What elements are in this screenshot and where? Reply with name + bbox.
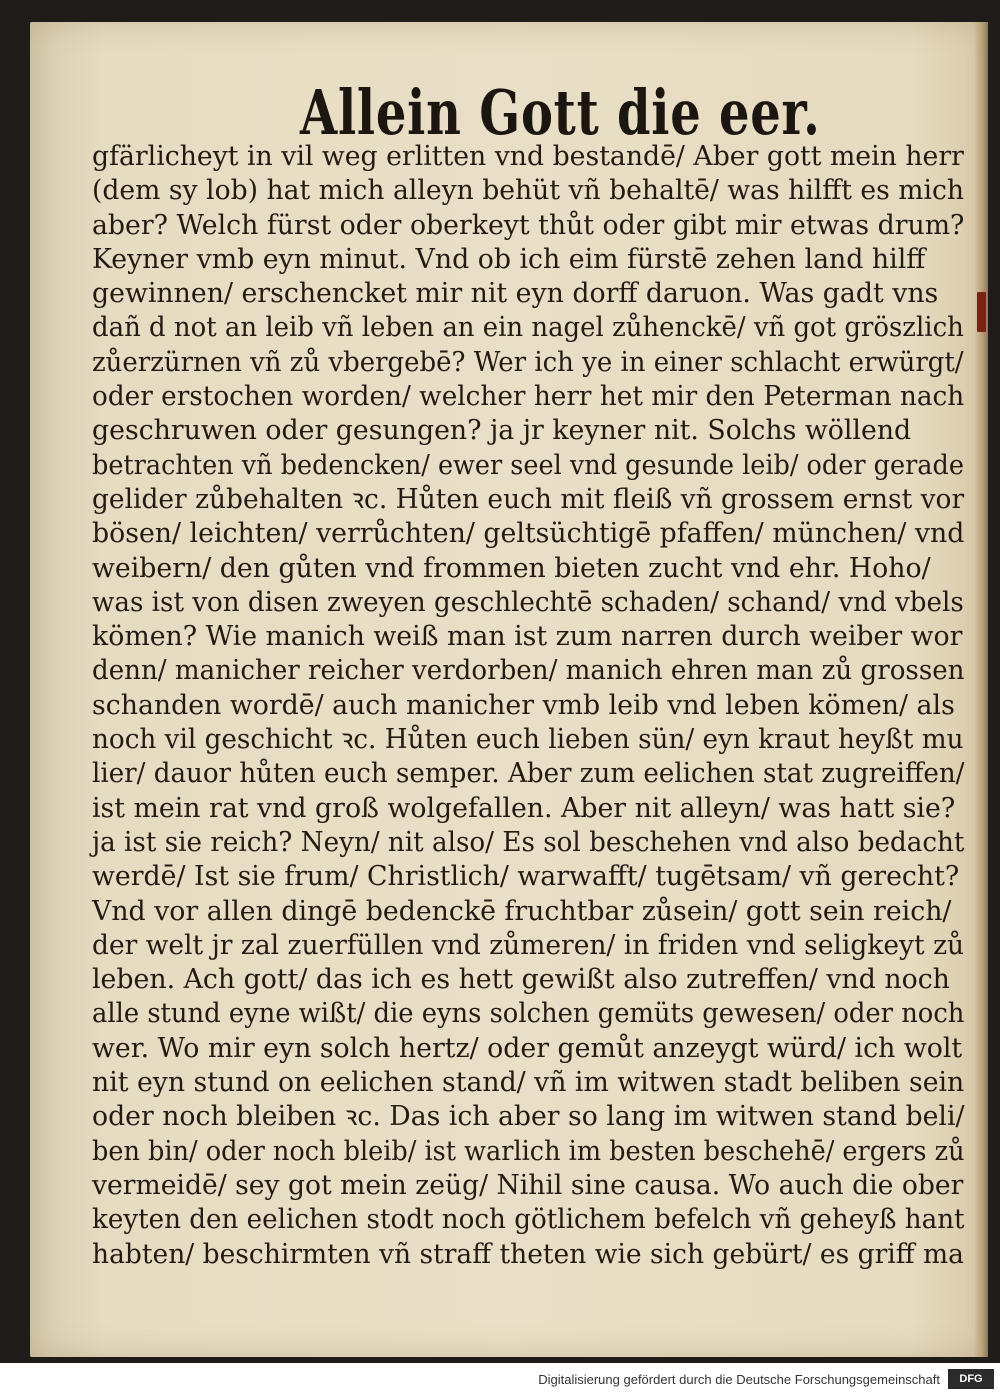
- text-line: wer. Wo mir eyn solch hertz/ oder gemůt anzeygt würd/ ich wolt: [92, 1032, 963, 1064]
- text-line: oder noch bleiben ꝛc. Das ich aber so lang im witwen stand beli/: [92, 1101, 965, 1133]
- text-line: geschruwen oder gesungen? ja jr keyner nit. Solchs wöllend: [92, 415, 912, 447]
- text-line: vermeidē/ sey got mein zeüg/ Nihil sine causa. Wo auch die ober: [92, 1169, 964, 1201]
- text-line: schanden wordē/ auch manicher vmb leib vnd leben kömen/ als: [92, 689, 955, 721]
- text-line: noch vil geschicht ꝛc. Hůten euch lieben sün/ eyn kraut heyßt mu: [92, 724, 964, 756]
- text-line: keyten den eelichen stodt noch götlichem befelch vñ geheyß hant: [92, 1204, 965, 1236]
- footer-bar: [0, 1363, 1000, 1395]
- text-line: aber? Welch fürst oder oberkeyt thůt oder gibt mir etwas drum?: [92, 209, 965, 241]
- text-line: werdē/ Ist sie frum/ Christlich/ warwafft/ tugētsam/ vñ gerecht?: [92, 861, 960, 893]
- text-line: (dem sy lob) hat mich alleyn behüt vñ behaltē/ was hilfft es mich: [92, 175, 965, 207]
- text-line: leben. Ach gott/ das ich es hett gewißt also zutreffen/ vnd noch: [92, 964, 950, 996]
- text-line: oder erstochen worden/ welcher herr het mir den Peterman nach: [92, 381, 965, 413]
- footer-credit: Digitalisierung gefördert durch die Deutsche Forschungsgemeinschaft: [538, 1372, 940, 1387]
- text-line: habten/ beschirmten vñ straff theten wie sich gebürt/ es griff ma: [92, 1238, 964, 1270]
- text-line: was ist von disen zweyen geschlechtē schaden/ schand/ vnd vbels: [92, 586, 964, 618]
- text-line: kömen? Wie manich weiß man ist zum narren durch weiber wor: [92, 621, 963, 653]
- text-line: Vnd vor allen dingē bedenckē fruchtbar zůsein/ gott sein reich/: [92, 895, 952, 927]
- text-line: bösen/ leichten/ verrůchten/ geltsüchtigē pfaffen/ münchen/ vnd: [92, 518, 965, 550]
- text-line: ben bin/ oder noch bleib/ ist warlich im besten beschehē/ ergers zů: [92, 1135, 965, 1167]
- text-line: betrachten vñ bedencken/ ewer seel vnd gesunde leib/ oder gerade: [92, 449, 964, 481]
- page-edge: [974, 22, 988, 1357]
- text-line: gfärlicheyt in vil weg erlitten vnd bestandē/ Aber gott mein herr: [92, 141, 964, 172]
- text-line: lier/ dauor hůten euch semper. Aber zum eelichen stat zugreiffen/: [92, 758, 965, 790]
- text-line: dañ d not an leib vñ leben an ein nagel zůhenckē/ vñ got gröszlich: [92, 312, 964, 344]
- text-line: gewinnen/ erschencket mir nit eyn dorff daruon. Was gadt vns: [92, 278, 939, 310]
- text-line: weibern/ den gůten vnd frommen bieten zucht vnd ehr. Hoho/: [92, 552, 931, 584]
- text-line: Keyner vmb eyn minut. Vnd ob ich eim fürstē zehen land hilff: [92, 243, 926, 275]
- page-heading: Allein Gott die eer.: [300, 76, 821, 149]
- text-line: alle stund eyne wißt/ die eyns solchen gemüts gewesen/ oder noch: [92, 998, 965, 1030]
- dfg-logo: DFG: [948, 1369, 994, 1389]
- text-line: gelider zůbehalten ꝛc. Hůten euch mit fleiß vñ grossem ernst vor: [92, 483, 965, 515]
- text-line: ist mein rat vnd groß wolgefallen. Aber nit alleyn/ was hatt sie?: [92, 792, 956, 824]
- text-line: denn/ manicher reicher verdorben/ manich ehren man zů grossen: [92, 655, 965, 687]
- bookmark-tab: [977, 292, 986, 332]
- text-line: der welt jr zal zuerfüllen vnd zůmeren/ in friden vnd seligkeyt zů: [92, 929, 965, 961]
- text-line: nit eyn stund on eelichen stand/ vñ im witwen stadt beliben sein: [92, 1067, 965, 1099]
- text-line: ja ist sie reich? Neyn/ nit also/ Es sol beschehen vnd also bedacht: [92, 826, 965, 858]
- text-line: zůerzürnen vñ zů vbergebē? Wer ich ye in einer schlacht erwürgt/: [92, 346, 964, 378]
- body-text: [92, 140, 972, 1272]
